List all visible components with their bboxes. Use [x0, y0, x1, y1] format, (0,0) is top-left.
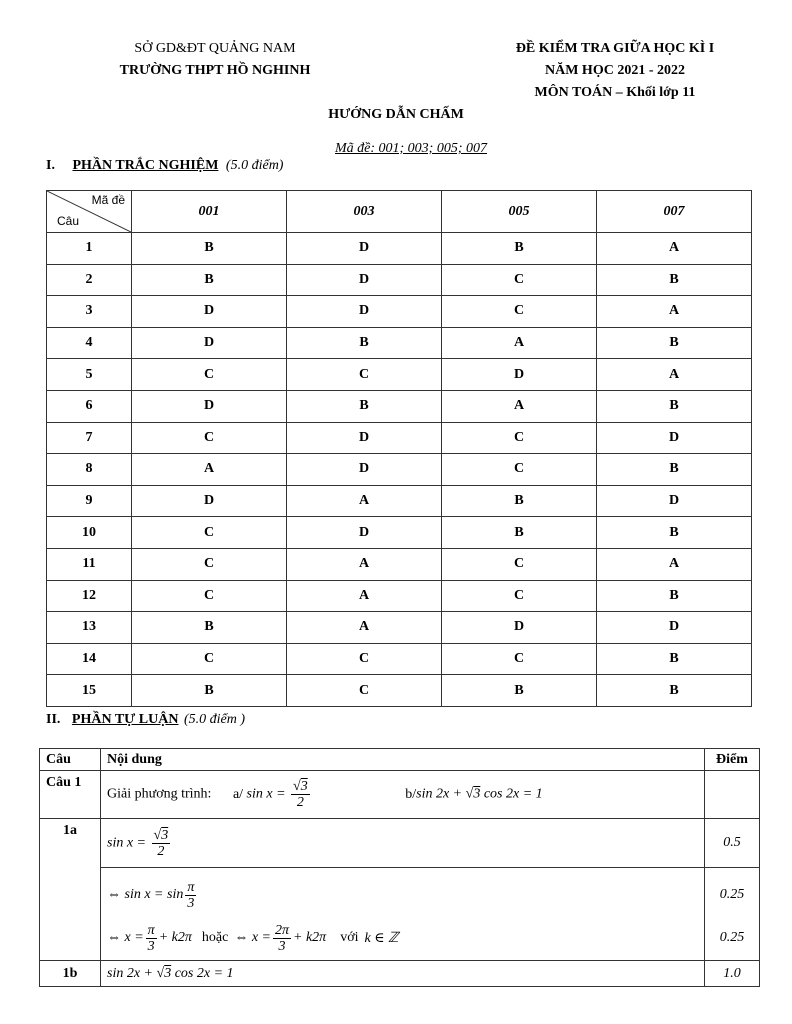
section-2-points: (5.0 điểm ) [183, 712, 246, 727]
question-statement [101, 771, 705, 819]
answer-cell: B [287, 390, 442, 422]
question-number: 7 [47, 422, 132, 454]
answer-cell: B [597, 454, 752, 486]
answer-cell: D [597, 612, 752, 644]
answer-row [47, 612, 752, 644]
department-name: SỞ GD&ĐT QUẢNG NAM [134, 41, 296, 56]
answer-cell: A [287, 548, 442, 580]
answer-row [47, 359, 752, 391]
answer-cell: C [132, 422, 287, 454]
question-number: 13 [47, 612, 132, 644]
answer-row [47, 580, 752, 612]
answer-cell: B [442, 517, 597, 549]
answer-cell: A [442, 327, 597, 359]
corner-cell [47, 191, 132, 233]
question-number: 1 [47, 233, 132, 265]
answer-cell: C [442, 580, 597, 612]
answer-cell: B [597, 580, 752, 612]
essay-table [39, 748, 760, 987]
points-value: 0.25 [719, 887, 745, 902]
question-number: 8 [47, 454, 132, 486]
answer-cell: A [442, 390, 597, 422]
question-number: 14 [47, 643, 132, 675]
part-a-prefix: a/ [232, 786, 244, 802]
equation-a: sin x = [246, 786, 290, 802]
step-1a-1: sin x = $\frac{√3}{2}$ [101, 819, 705, 868]
answer-cell: C [287, 359, 442, 391]
answer-cell: B [132, 264, 287, 296]
answer-row [47, 422, 752, 454]
answer-cell: C [442, 296, 597, 328]
essay-row-1a-step2 [40, 868, 760, 961]
answer-cell: C [132, 548, 287, 580]
answer-cell: B [132, 675, 287, 707]
word-with: với [340, 930, 359, 945]
code-header: 001 [132, 191, 287, 233]
question-number: 6 [47, 390, 132, 422]
step-1a-2: ⇔ sin x = sin $\frac{\pi}{3}$ ⇔ x = $\frac{\pi}{3}$ + k2π hoặc ⇔ x = $\frac{2\pi}{3}$ + k2π với k ∈ ℤ [101, 868, 705, 961]
answer-cell: C [132, 359, 287, 391]
answer-cell: A [597, 233, 752, 265]
question-number: 15 [47, 675, 132, 707]
answer-cell: B [597, 643, 752, 675]
answer-cell: D [442, 612, 597, 644]
answer-cell: B [597, 264, 752, 296]
subject-grade: MÔN TOÁN – Khối lớp 11 [534, 85, 696, 100]
answer-cell: B [597, 327, 752, 359]
answer-row [47, 296, 752, 328]
answer-cell: D [287, 454, 442, 486]
answer-row [47, 643, 752, 675]
question-number: 2 [47, 264, 132, 296]
corner-label-code: Mã đề [91, 193, 125, 207]
question-number: 5 [47, 359, 132, 391]
answer-cell: A [287, 485, 442, 517]
answer-key-header-row [47, 191, 752, 233]
answer-cell: B [287, 327, 442, 359]
section-2-heading [46, 710, 245, 730]
question-label: Câu 1 [40, 771, 101, 819]
answer-cell: A [287, 612, 442, 644]
answer-cell: B [597, 675, 752, 707]
answer-cell: D [287, 264, 442, 296]
answer-row [47, 454, 752, 486]
corner-label-question: Câu [57, 214, 80, 228]
answer-cell: D [287, 233, 442, 265]
section-1-points: (5.0 điểm) [225, 158, 284, 173]
question-intro: Giải phương trình: [107, 786, 212, 802]
answer-row [47, 264, 752, 296]
section-1-number: I. [46, 158, 55, 173]
answer-cell: C [287, 675, 442, 707]
answer-key-table [46, 190, 752, 707]
answer-cell: B [442, 675, 597, 707]
answer-cell: A [597, 296, 752, 328]
answer-cell: C [442, 643, 597, 675]
answer-cell: D [132, 390, 287, 422]
answer-cell: A [597, 548, 752, 580]
answer-cell: C [132, 517, 287, 549]
answer-cell: D [287, 422, 442, 454]
answer-cell: D [132, 485, 287, 517]
essay-header-row [40, 749, 760, 771]
answer-cell: D [132, 296, 287, 328]
answer-row [47, 390, 752, 422]
answer-row [47, 548, 752, 580]
points-value: 0.25 [719, 930, 745, 945]
answer-row [47, 327, 752, 359]
answer-cell: C [132, 643, 287, 675]
answer-cell: B [597, 390, 752, 422]
answer-cell: C [442, 264, 597, 296]
exam-codes-line: Mã đề: 001; 003; 005; 007 [334, 141, 488, 156]
answer-row [47, 233, 752, 265]
exam-title: ĐỀ KIỂM TRA GIỮA HỌC KÌ I [515, 41, 715, 56]
school-name: TRƯỜNG THPT HỒ NGHINH [119, 63, 311, 78]
section-2-name: PHẦN TỰ LUẬN [71, 712, 179, 727]
answer-cell: C [442, 548, 597, 580]
answer-cell: B [442, 233, 597, 265]
essay-row-1a-step1 [40, 819, 760, 868]
question-number: 4 [47, 327, 132, 359]
code-header: 005 [442, 191, 597, 233]
answer-cell: A [132, 454, 287, 486]
answer-cell: D [442, 359, 597, 391]
page-title: HƯỚNG DẪN CHẤM [328, 107, 464, 122]
answer-row [47, 675, 752, 707]
answer-cell: D [132, 327, 287, 359]
points-cell-empty [705, 771, 760, 819]
answer-cell: B [442, 485, 597, 517]
answer-cell: C [132, 580, 287, 612]
points-value: 0.5 [705, 819, 760, 868]
col-points-header: Điểm [705, 749, 760, 771]
answer-row [47, 485, 752, 517]
question-number: 12 [47, 580, 132, 612]
answer-cell: D [597, 422, 752, 454]
col-question-header: Câu [40, 749, 101, 771]
section-1-name: PHẦN TRẮC NGHIỆM [72, 158, 219, 173]
word-or: hoặc [201, 930, 229, 945]
answer-cell: C [442, 454, 597, 486]
answer-cell: D [287, 296, 442, 328]
step-1b-1: sin 2x + √3 cos 2x = 1 [101, 961, 705, 987]
answer-cell: C [287, 643, 442, 675]
fraction-sqrt3-over-2: $\frac{√3}{2}$ [293, 779, 308, 810]
answer-cell: A [597, 359, 752, 391]
school-year: NĂM HỌC 2021 - 2022 [545, 63, 685, 78]
question-number: 3 [47, 296, 132, 328]
answer-cell: B [597, 517, 752, 549]
part-label-1b: 1b [40, 961, 101, 987]
answer-cell: D [597, 485, 752, 517]
col-content-header: Nội dung [101, 749, 705, 771]
part-label-1a: 1a [40, 819, 101, 961]
essay-row-1b [40, 961, 760, 987]
code-header: 003 [287, 191, 442, 233]
question-number: 10 [47, 517, 132, 549]
essay-row-q1 [40, 771, 760, 819]
question-number: 9 [47, 485, 132, 517]
code-header: 007 [597, 191, 752, 233]
answer-row [47, 517, 752, 549]
answer-cell: B [132, 612, 287, 644]
answer-cell: B [132, 233, 287, 265]
part-b-prefix: b/ [405, 786, 417, 802]
answer-cell: D [287, 517, 442, 549]
section-2-number: II. [46, 712, 61, 727]
answer-cell: C [442, 422, 597, 454]
points-column [705, 868, 760, 961]
points-value: 1.0 [705, 961, 760, 987]
question-number: 11 [47, 548, 132, 580]
equation-b: sin 2x + √3 cos 2x = 1 [416, 786, 543, 802]
section-1-heading [46, 156, 283, 176]
answer-cell: A [287, 580, 442, 612]
